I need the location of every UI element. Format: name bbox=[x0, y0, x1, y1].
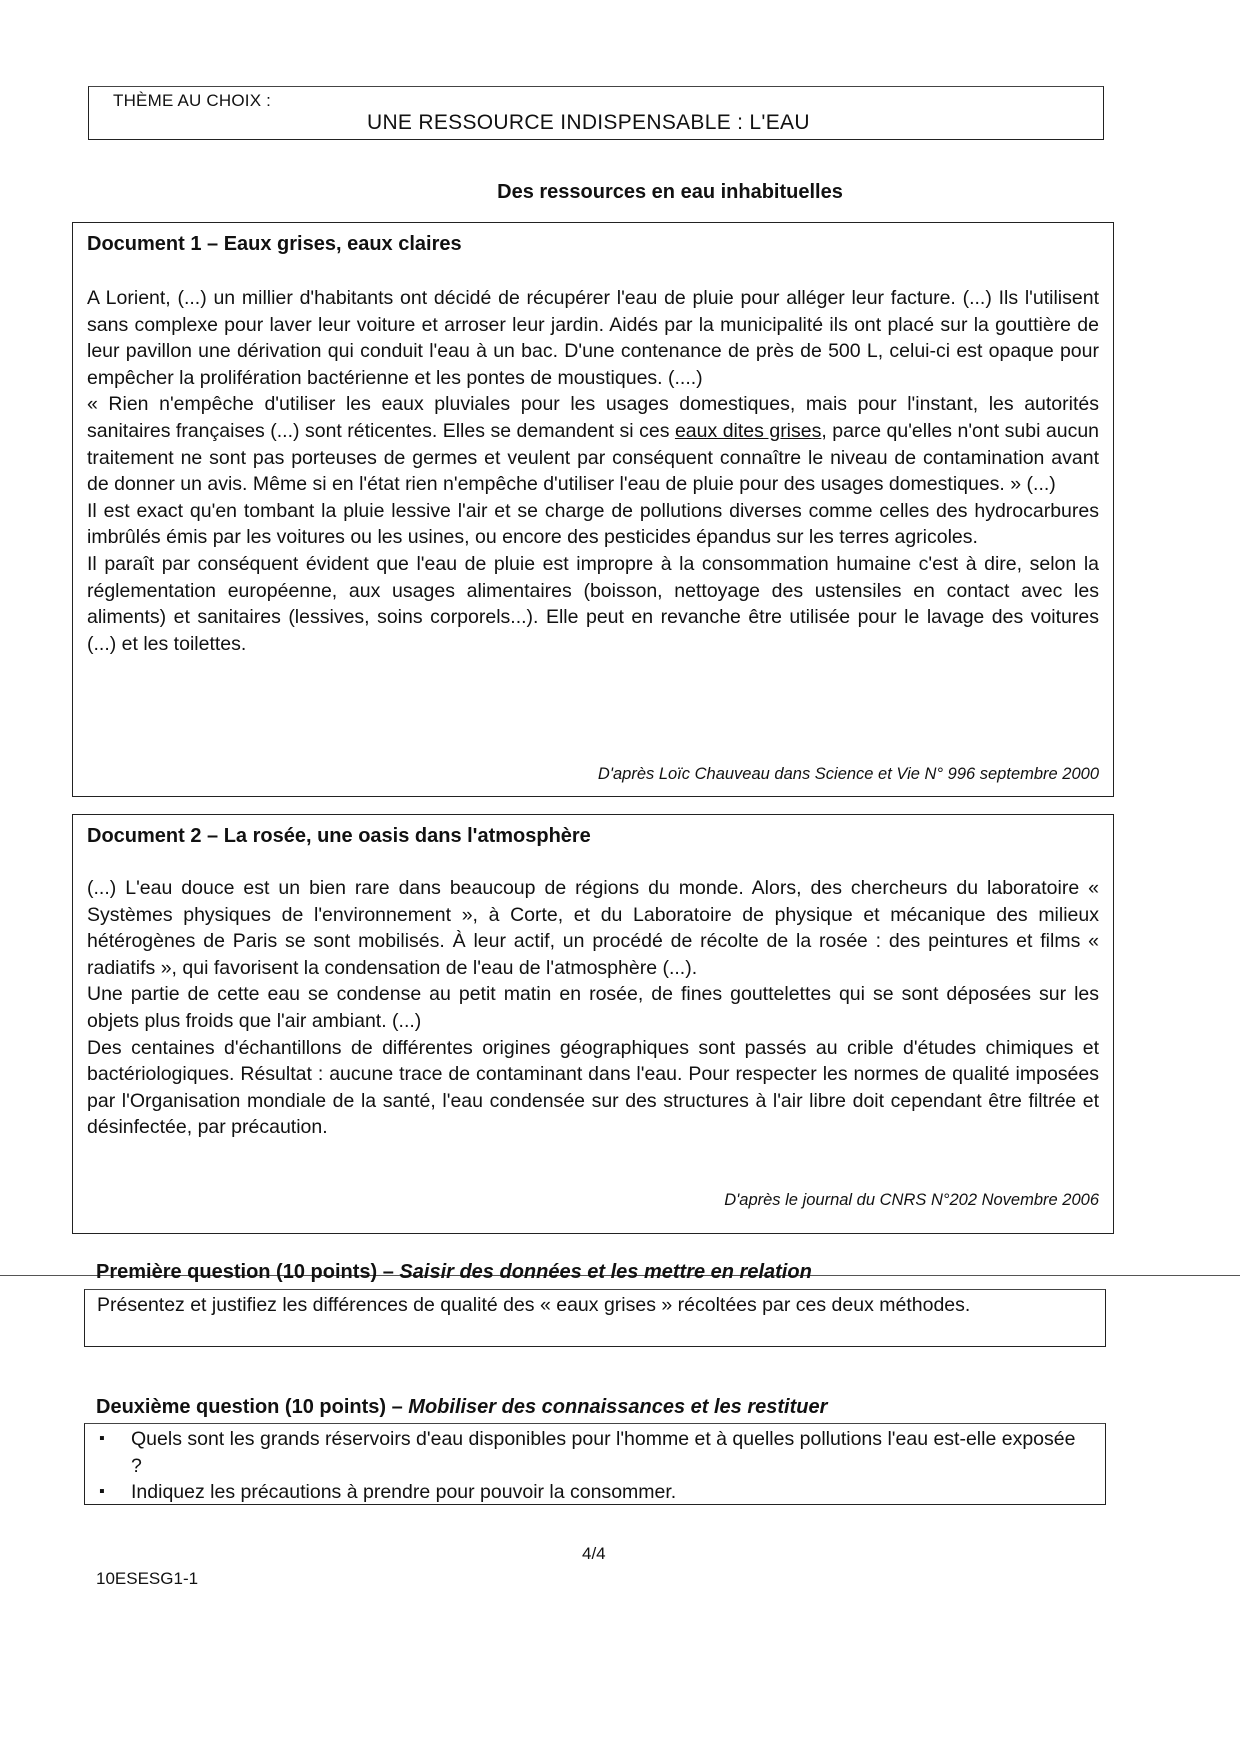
question-2-list bbox=[85, 1426, 1085, 1506]
document-1-paragraph: Il est exact qu'en tombant la pluie lessive l'air et se charge de pollutions diverses comme celles des hydrocarbures imbrûlés émis par les voitures ou les usines, ou encore des pesticides épandus sur les terres agricoles. bbox=[87, 499, 1099, 549]
document-2-heading: Document 2 – La rosée, une oasis dans l'atmosphère bbox=[87, 825, 591, 847]
bullet-icon: ▪ bbox=[99, 1483, 105, 1501]
question-2-box bbox=[84, 1423, 1106, 1505]
document-2-body bbox=[87, 875, 1099, 1141]
document-1-paragraph bbox=[87, 391, 1099, 497]
bullet-icon: ▪ bbox=[99, 1430, 105, 1447]
document-2-box bbox=[72, 814, 1114, 1234]
question-1-heading bbox=[96, 1261, 812, 1284]
question-2-heading bbox=[96, 1396, 827, 1419]
document-2-paragraph: (...) L'eau douce est un bien rare dans beaucoup de régions du monde. Alors, des chercheurs du laboratoire « Systèmes physiques de l'environnement », à Corte, et du Laboratoire de physique et mécanique des milieux hétérogènes de Paris se sont mobilisés. À leur actif, un procédé de récolte de la rosée : des peintures et films « radiatifs », qui favorisent la condensation de l'eau de l'atmosphère (...). bbox=[87, 877, 1099, 979]
theme-label: THÈME AU CHOIX : bbox=[113, 91, 272, 110]
document-1-paragraph: A Lorient, (...) un millier d'habitants ont décidé de récupérer l'eau de pluie pour alléger leur facture. (...) Ils l'utilisent sans complexe pour laver leur voiture et arroser leur jardin. Aidés par la municipalité ils ont placé sur la gouttière de leur pavillon une dérivation qui conduit l'eau à un bac. D'une contenance de près de 500 L, celui-ci est opaque pour empêcher la prolifération bactérienne et les pontes de moustiques. (....) bbox=[87, 287, 1099, 389]
question-2-label: Deuxième question (10 points) – bbox=[96, 1396, 403, 1418]
page-title: Des ressources en eau inhabituelles bbox=[497, 181, 843, 203]
document-2-paragraph: Des centaines d'échantillons de différentes origines géographiques sont passés au crible d'études chimiques et bactériologiques. Résultat : aucune trace de contaminant dans l'eau. Pour respecter les normes de qualité imposées par l'Organisation mondiale de la santé, l'eau condensée sur des structures à l'air libre doit cependant être filtrée et désinfectée, par précaution. bbox=[87, 1036, 1099, 1139]
list-item bbox=[85, 1426, 1085, 1479]
document-1-box bbox=[72, 222, 1114, 797]
document-1-heading: Document 1 – Eaux grises, eaux claires bbox=[87, 233, 462, 255]
theme-header-box bbox=[88, 86, 1104, 140]
document-2-paragraph: Une partie de cette eau se condense au petit matin en rosée, de fines gouttelettes qui se sont déposées sur les objets plus froids que l'air ambiant. (...) bbox=[87, 983, 1099, 1032]
document-1-text: , parce qu'elles n'ont subi aucun traitement ne sont pas porteuses de germes et veulent par conséquent connaître le niveau de contamination avant de donner un avis. Même si en l'état rien n'empêche d'utiliser l'eau de pluie pour des usages domestiques. » (...) bbox=[87, 419, 1100, 496]
reference-code: 10ESESG1-1 bbox=[96, 1569, 199, 1588]
question-1-text: Présentez et justifiez les différences de qualité des « eaux grises » récoltées par ces deux méthodes. bbox=[97, 1294, 971, 1316]
list-item-text: Quels sont les grands réservoirs d'eau disponibles pour l'homme et à quelles pollutions l'eau est-elle exposée ? bbox=[131, 1428, 1076, 1477]
eaux-grises-underlined: eaux dites grises bbox=[674, 419, 822, 442]
question-1-subtitle: Saisir des données et les mettre en relation bbox=[399, 1261, 812, 1283]
question-1-box bbox=[84, 1289, 1106, 1347]
document-1-source: D'après Loïc Chauveau dans Science et Vie N° 996 septembre 2000 bbox=[597, 765, 1099, 783]
document-1-body bbox=[87, 285, 1099, 657]
document-1-paragraph: Il paraît par conséquent évident que l'eau de pluie est impropre à la consommation humaine c'est à dire, selon la réglementation européenne, aux usages alimentaires (boisson, nettoyage des ustensiles en contact avec les aliments) et sanitaires (lessives, soins corporels...). Elle peut en revanche être utilisée pour le lavage des voitures (...) et les toilettes. bbox=[87, 552, 1099, 655]
list-item-text: Indiquez les précautions à prendre pour pouvoir la consommer. bbox=[131, 1481, 677, 1504]
question-2-subtitle: Mobiliser des connaissances et les restituer bbox=[408, 1396, 828, 1418]
question-1-label: Première question (10 points) – bbox=[96, 1261, 394, 1283]
list-item bbox=[85, 1479, 1085, 1506]
page-number: 4/4 bbox=[582, 1544, 606, 1563]
document-1-text: « Rien n'empêche d'utiliser les eaux pluviales pour les usages domestiques, mais pour l'instant, les autorités sanitaires françaises (...) sont réticentes. Elles se demandent si ces bbox=[87, 393, 1099, 442]
document-2-source: D'après le journal du CNRS N°202 Novembre 2006 bbox=[724, 1191, 1099, 1209]
theme-title: UNE RESSOURCE INDISPENSABLE : L'EAU bbox=[367, 111, 810, 134]
